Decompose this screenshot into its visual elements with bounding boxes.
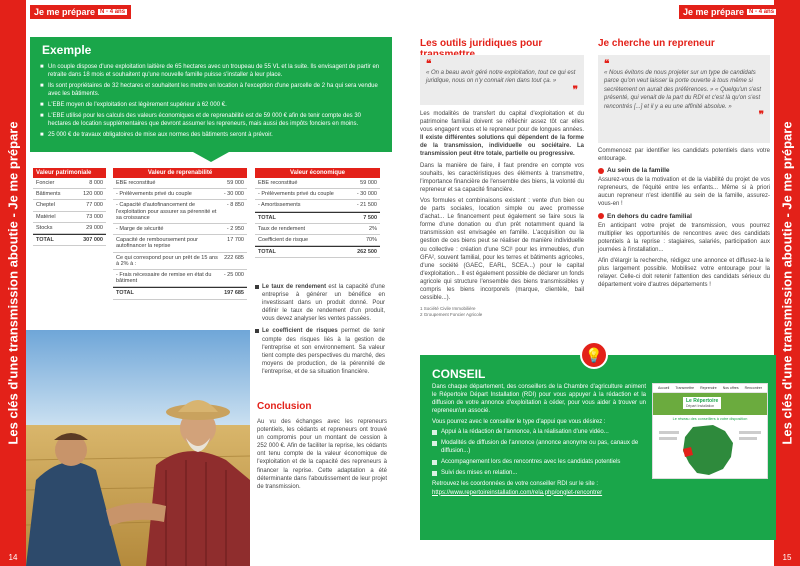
famille-subtitle: Au sein de la famille — [598, 167, 770, 174]
table-valeur-economique — [255, 168, 380, 258]
outils-para3: Vos formules et combinaisons existent : vente d'un bien ou de parts sociales, location simple ou avec promesse d'achat... Le financement peut également se faire sous la forme d'une donation ou d'un prêt notamment quand la transmission est envisagée en famille. L'acquisition ou la gestion de ces biens peut se réaliser de manière individuelle ou collective : création d'une SCI¹ pour les immeubles, d'un GFA², souvent familial, pour les terres et bâtiments agricoles, d'une société (GAEC, EARL, SCEA...) pour le capital d'exploitation... Il est également possible de déclarer un fonds agricole qui structure l'ensemble des biens transmissibles y compris les biens incorporels (marque, clientèle, bail cessible...). — [420, 197, 584, 302]
table-total-row: TOTAL 197 685 — [113, 287, 247, 299]
website-caption: Le réseau des conseillers à votre disposition — [672, 417, 748, 421]
outils-para1: Les modalités de transfert du capital d'exploitation et du patrimoine familial doivent se réfléchir assez tôt car elles vous engagent vous et le repreneur pour de longues années. Il existe différentes solutions qui dépendent de la forme de la transmission, individuelle ou sociétaire. La transmission peut être totale, partielle ou progressive. — [420, 111, 584, 158]
conseil-item: Suivi des mises en relation... — [432, 470, 646, 478]
table-row: - Marge de sécurité - 2 950 — [113, 224, 247, 235]
cadre-text2: Afin d'élargir la recherche, rédigez une annonce et diffusez-la le plus largement possible. Mobilisez votre entourage pour la relayer. Celle-ci doit retenir l'attention des candidats sérieux du département voire d'autres départements ! — [598, 257, 770, 289]
table-row: Ce qui correspond pour un prêt de 15 ans à 2% à : 222 685 — [113, 253, 247, 270]
example-title: Exemple — [42, 43, 92, 57]
open-quote-icon: ❝ — [426, 59, 432, 70]
section-tag — [679, 5, 780, 19]
rdi-link[interactable]: https://www.repertoireinstallation.com/rela.php/onglet-rencontrer — [432, 489, 603, 496]
table-row: Cheptel 77 000 — [33, 200, 106, 211]
table-row: - Prélèvements privé du couple - 30 000 — [255, 189, 380, 200]
rdi-website-screenshot — [652, 383, 768, 479]
close-quote-icon: ❞ — [758, 110, 764, 122]
table-row: EBE reconstitué 59 000 — [113, 178, 247, 189]
side-title-right: Les clés d'une transmission aboutie - Je me prépare — [779, 121, 795, 445]
page-number-right: 15 — [782, 553, 792, 562]
conseil-intro: Dans chaque département, des conseillers de la Chambre d'agriculture animent le Répertoire Départ Installation (RDI) pour vous appuyer à la rédaction et la diffusion de votre annonce d'exploitation à céder, pour vous aider à trouver un repreneur/un associé. — [432, 384, 646, 415]
outils-para2: Dans la manière de faire, il faut prendre en compte vos souhaits, les caractéristiques des éléments à transmettre, l'importance financière de l'ensemble des biens, la volonté du repreneur et sa capacité financière. — [420, 162, 584, 193]
famille-text: Assurez-vous de la motivation et de la viabilité du projet de vos repreneurs, de l'équité entre les enfants... Même si à priori aucun repreneur n'est identifié au sein de la famille, assurez-vous-en ! — [598, 177, 770, 208]
table-row: - Prélèvements privé du couple - 30 000 — [113, 189, 247, 200]
table-row: Taux de rendement 2% — [255, 224, 380, 235]
conseil-title: CONSEIL — [432, 367, 486, 381]
repreneur-quote: ❝ « Nous évitons de nous projeter sur un type de candidats parce qu'on veut laisser la porte ouverte à tous même si secrètement on aurait des préférences. » « Quelqu'un s'est présenté, qui venait de la part du RDI et c'est là qu'on s'est rencontrés [...] et il y a eu une affinité absolue. » ❞ — [598, 55, 770, 143]
table-row: - Capacité d'autofinancement de l'exploitation pour assurer sa pérennité et sa croissance - 8 850 — [113, 200, 247, 224]
table-row: Matériel 73 000 — [33, 212, 106, 223]
outils-title: Les outils juridiques pour — [420, 38, 543, 49]
repreneur-intro: Commencez par identifier les candidats potentiels dans votre entourage. — [598, 148, 770, 163]
age-badge: N - 4 ans — [749, 9, 775, 15]
table-valeur-reprenabilite — [113, 168, 247, 300]
table-row: Coefficient de risque 70% — [255, 235, 380, 246]
table-row: TOTAL 7 500 — [255, 212, 380, 224]
table-valeur-patrimoniale — [33, 168, 106, 246]
section-tag-label: Je me prépare — [34, 7, 96, 17]
left-side-band — [0, 0, 26, 566]
example-bullet: ■ 25 000 € de travaux obligatoires de mise aux normes des bâtiments seront à prévoir. — [40, 131, 273, 138]
table-total-row: TOTAL 307 000 — [33, 234, 106, 246]
section-tag — [30, 5, 131, 19]
example-bullet: ■ L'EBE utilisé pour les calculs des valeurs économiques et de reprenabilité est de 59 000 € afin de tenir compte des 30 hectares de location supplémentaires que devront assumer les repreneurs, mais aussi des impôts fonciers en moins. — [40, 112, 361, 127]
table-row: - Amortissements - 21 500 — [255, 200, 380, 211]
example-bullets — [30, 63, 392, 139]
section-tag-label: Je me prépare — [683, 7, 745, 17]
footnote: 1 Société Civile Immobilière — [420, 306, 476, 312]
france-map — [653, 421, 767, 481]
table-total-row: TOTAL 262 500 — [255, 246, 380, 258]
close-quote-icon: ❞ — [572, 84, 578, 96]
note-coefficient: Le coefficient de risques permet de tenir compte des risques liés à la gestion de l'entreprise et son environnement. Sa valeur tient compte des perspectives du marché, des moyens de production, de la pérennité de l'entreprise, et de sa situation financière. — [255, 327, 385, 376]
note-taux: Le taux de rendement est la capacité d'une entreprise à générer un bénéfice en investissant dans un produit donné. Pour définir le taux de rendement d'un produit, vous devez analyser les ventes passées. — [255, 283, 385, 323]
table-row: Stocks 29 000 — [33, 223, 106, 234]
farmers-handshake-photo — [26, 330, 250, 566]
open-quote-icon: ❝ — [604, 59, 610, 70]
table-row: Bâtiments 120 000 — [33, 189, 106, 200]
example-bullet: ■ Ils sont propriétaires de 32 hectares et souhaitent les mettre en location à l'exception d'une parcelle de 2 ha qui sera vendue avec les bâtiments. — [40, 83, 378, 98]
example-box — [30, 37, 392, 152]
conclusion-title: Conclusion — [257, 401, 312, 412]
website-banner: Le Répertoire Départ Installation — [653, 393, 767, 415]
conclusion-section — [257, 401, 387, 491]
lightbulb-icon: 💡 — [580, 341, 608, 369]
website-nav: Accueil Transmettre Reprendre Nos offres Rencontrer — [653, 384, 767, 393]
example-bullet: ■ L'EBE moyen de l'exploitation est légèrement supérieur à 62 000 €. — [40, 102, 227, 108]
table-row: Foncier 8 000 — [33, 178, 106, 189]
conseil-body — [432, 383, 646, 497]
table-header: Valeur de reprenabilité — [113, 168, 247, 178]
down-arrow-icon — [193, 152, 229, 162]
side-title: Les clés d'une transmission aboutie - Je me prépare — [5, 121, 21, 445]
age-badge: N - 4 ans — [100, 9, 126, 15]
right-side-band — [774, 0, 800, 566]
notes-list — [255, 283, 385, 380]
outils-quote: ❝ « On a beau avoir géré notre exploitation, tout ce qui est juridique, nous on n'y connait rien dans tout ça. » ❞ — [420, 55, 584, 105]
table-row: - Frais nécessaire de remise en état du bâtiment - 25 000 — [113, 270, 247, 287]
table-header: Valeur patrimoniale — [33, 168, 106, 178]
conseil-item: Modalités de diffusion de l'annonce (annonce anonyme ou pas, canaux de diffusion...) — [432, 440, 646, 456]
table-row: EBE reconstitué 59 000 — [255, 178, 380, 189]
conseil-lead: Vous pourrez avec le conseiller le type d'appui que vous désirez : — [432, 419, 606, 426]
page-number-left: 14 — [8, 553, 18, 562]
table-row: Capacité de remboursement pour autofinancer la reprise 17 700 — [113, 235, 247, 252]
location-pin-icon — [598, 168, 604, 174]
repreneur-body — [598, 147, 770, 289]
cadre-subtitle: En dehors du cadre familial — [598, 213, 770, 220]
footnote: 2 Groupement Foncier Agricole — [420, 312, 483, 318]
example-bullet: ■ Un couple dispose d'une exploitation laitière de 65 hectares avec un troupeau de 55 VL et la suite. Ils envisagent de partir en retraite dans 18 mois et souhaitent qu'une nouvelle famille puisse s'installer à leur place. — [40, 64, 380, 79]
conclusion-text: Au vu des échanges avec les repreneurs potentiels, les cédants et repreneurs ont trouvé un compromis pour un montant de cession à 252 000 €. Afin de faciliter la reprise, les cédants ont tenu compte de la valeur économique de l'exploitation et de la capacité des repreneurs à financer la reprise. Cette adaptation a été déterminante dans l'aboutissement de leur projet de transmission. — [257, 419, 387, 490]
table-header: Valeur économique — [255, 168, 380, 178]
repreneur-section — [598, 38, 770, 49]
location-pin-icon — [598, 213, 604, 219]
conseil-box — [420, 346, 776, 540]
conseil-contact: Retrouvez les coordonnées de votre conseiller RDI sur le site : — [432, 481, 599, 488]
cadre-text1: En anticipant votre projet de transmission, vous pourrez multiplier les opportunités de rencontres avec des candidats potentiels à la reprise : stagiaires, salariés, participation aux journées à l'installation... — [598, 222, 770, 253]
repreneur-title: Je cherche un repreneur — [598, 38, 715, 49]
conseil-item: Appui à la rédaction de l'annonce, à la réalisation d'une vidéo... — [432, 429, 646, 437]
outils-body — [420, 110, 584, 318]
conseil-item: Accompagnement lors des rencontres avec les candidats potentiels — [432, 459, 646, 467]
right-page — [400, 0, 800, 566]
